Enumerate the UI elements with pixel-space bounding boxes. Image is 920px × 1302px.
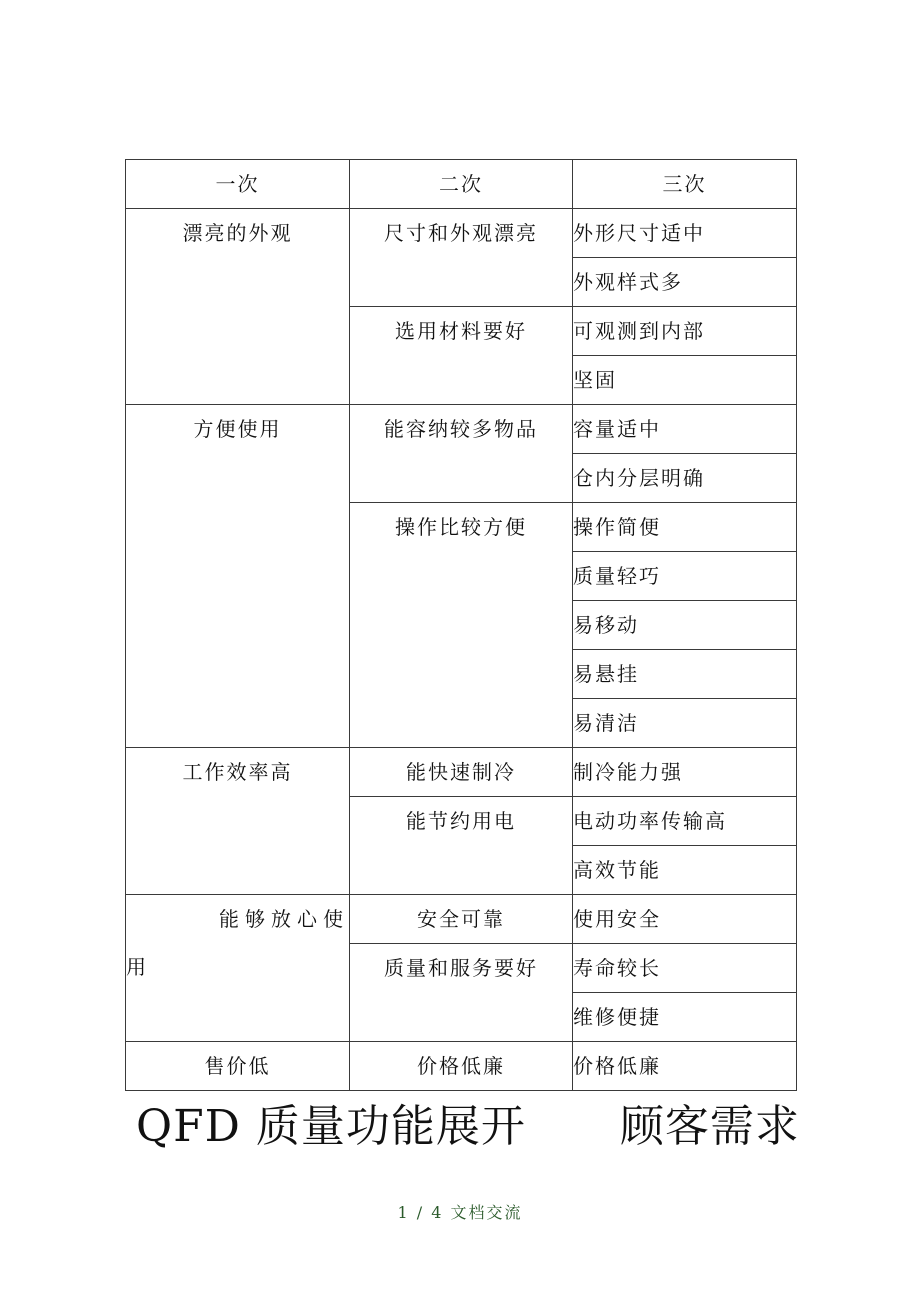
tertiary-cell: 易清洁 (573, 699, 797, 748)
table-row (126, 895, 797, 944)
tertiary-cell: 高效节能 (573, 846, 797, 895)
secondary-cell: 能节约用电 (350, 797, 573, 895)
tertiary-cell: 维修便捷 (573, 993, 797, 1042)
primary-cell: 漂亮的外观 (126, 209, 350, 405)
primary-cell-line1: 能够放心使 (219, 907, 349, 931)
tertiary-cell: 寿命较长 (573, 944, 797, 993)
primary-cell: 工作效率高 (126, 748, 350, 895)
primary-cell: 售价低 (126, 1042, 350, 1091)
title-left: QFD 质量功能展开 (136, 1101, 526, 1152)
secondary-cell: 安全可靠 (350, 895, 573, 944)
tertiary-cell: 易移动 (573, 601, 797, 650)
title-right: 顾客需求 (619, 1101, 800, 1152)
tertiary-cell: 易悬挂 (573, 650, 797, 699)
header-secondary: 二次 (350, 160, 573, 209)
table-row (126, 209, 797, 258)
tertiary-cell: 制冷能力强 (573, 748, 797, 797)
tertiary-cell: 质量轻巧 (573, 552, 797, 601)
tertiary-cell: 坚固 (573, 356, 797, 405)
tertiary-cell: 可观测到内部 (573, 307, 797, 356)
header-primary: 一次 (126, 160, 350, 209)
secondary-cell: 选用材料要好 (350, 307, 573, 405)
secondary-cell: 质量和服务要好 (350, 944, 573, 1042)
page-footer: 1 / 4 文档交流 (397, 1203, 523, 1222)
tertiary-cell: 外形尺寸适中 (573, 209, 797, 258)
document-title (136, 1097, 836, 1157)
secondary-cell: 能容纳较多物品 (350, 405, 573, 503)
primary-cell (126, 895, 350, 1042)
table-header-row (126, 160, 797, 209)
secondary-cell: 操作比较方便 (350, 503, 573, 748)
table-row (126, 1042, 797, 1091)
secondary-cell: 价格低廉 (350, 1042, 573, 1091)
tertiary-cell: 容量适中 (573, 405, 797, 454)
primary-cell-line2: 用 (126, 955, 148, 979)
qfd-requirements-table (125, 159, 797, 1091)
tertiary-cell: 价格低廉 (573, 1042, 797, 1091)
tertiary-cell: 仓内分层明确 (573, 454, 797, 503)
header-tertiary: 三次 (573, 160, 797, 209)
tertiary-cell: 使用安全 (573, 895, 797, 944)
table-row (126, 748, 797, 797)
secondary-cell: 能快速制冷 (350, 748, 573, 797)
tertiary-cell: 电动功率传输高 (573, 797, 797, 846)
tertiary-cell: 外观样式多 (573, 258, 797, 307)
secondary-cell: 尺寸和外观漂亮 (350, 209, 573, 307)
table-row (126, 405, 797, 454)
primary-cell: 方便使用 (126, 405, 350, 748)
tertiary-cell: 操作简便 (573, 503, 797, 552)
